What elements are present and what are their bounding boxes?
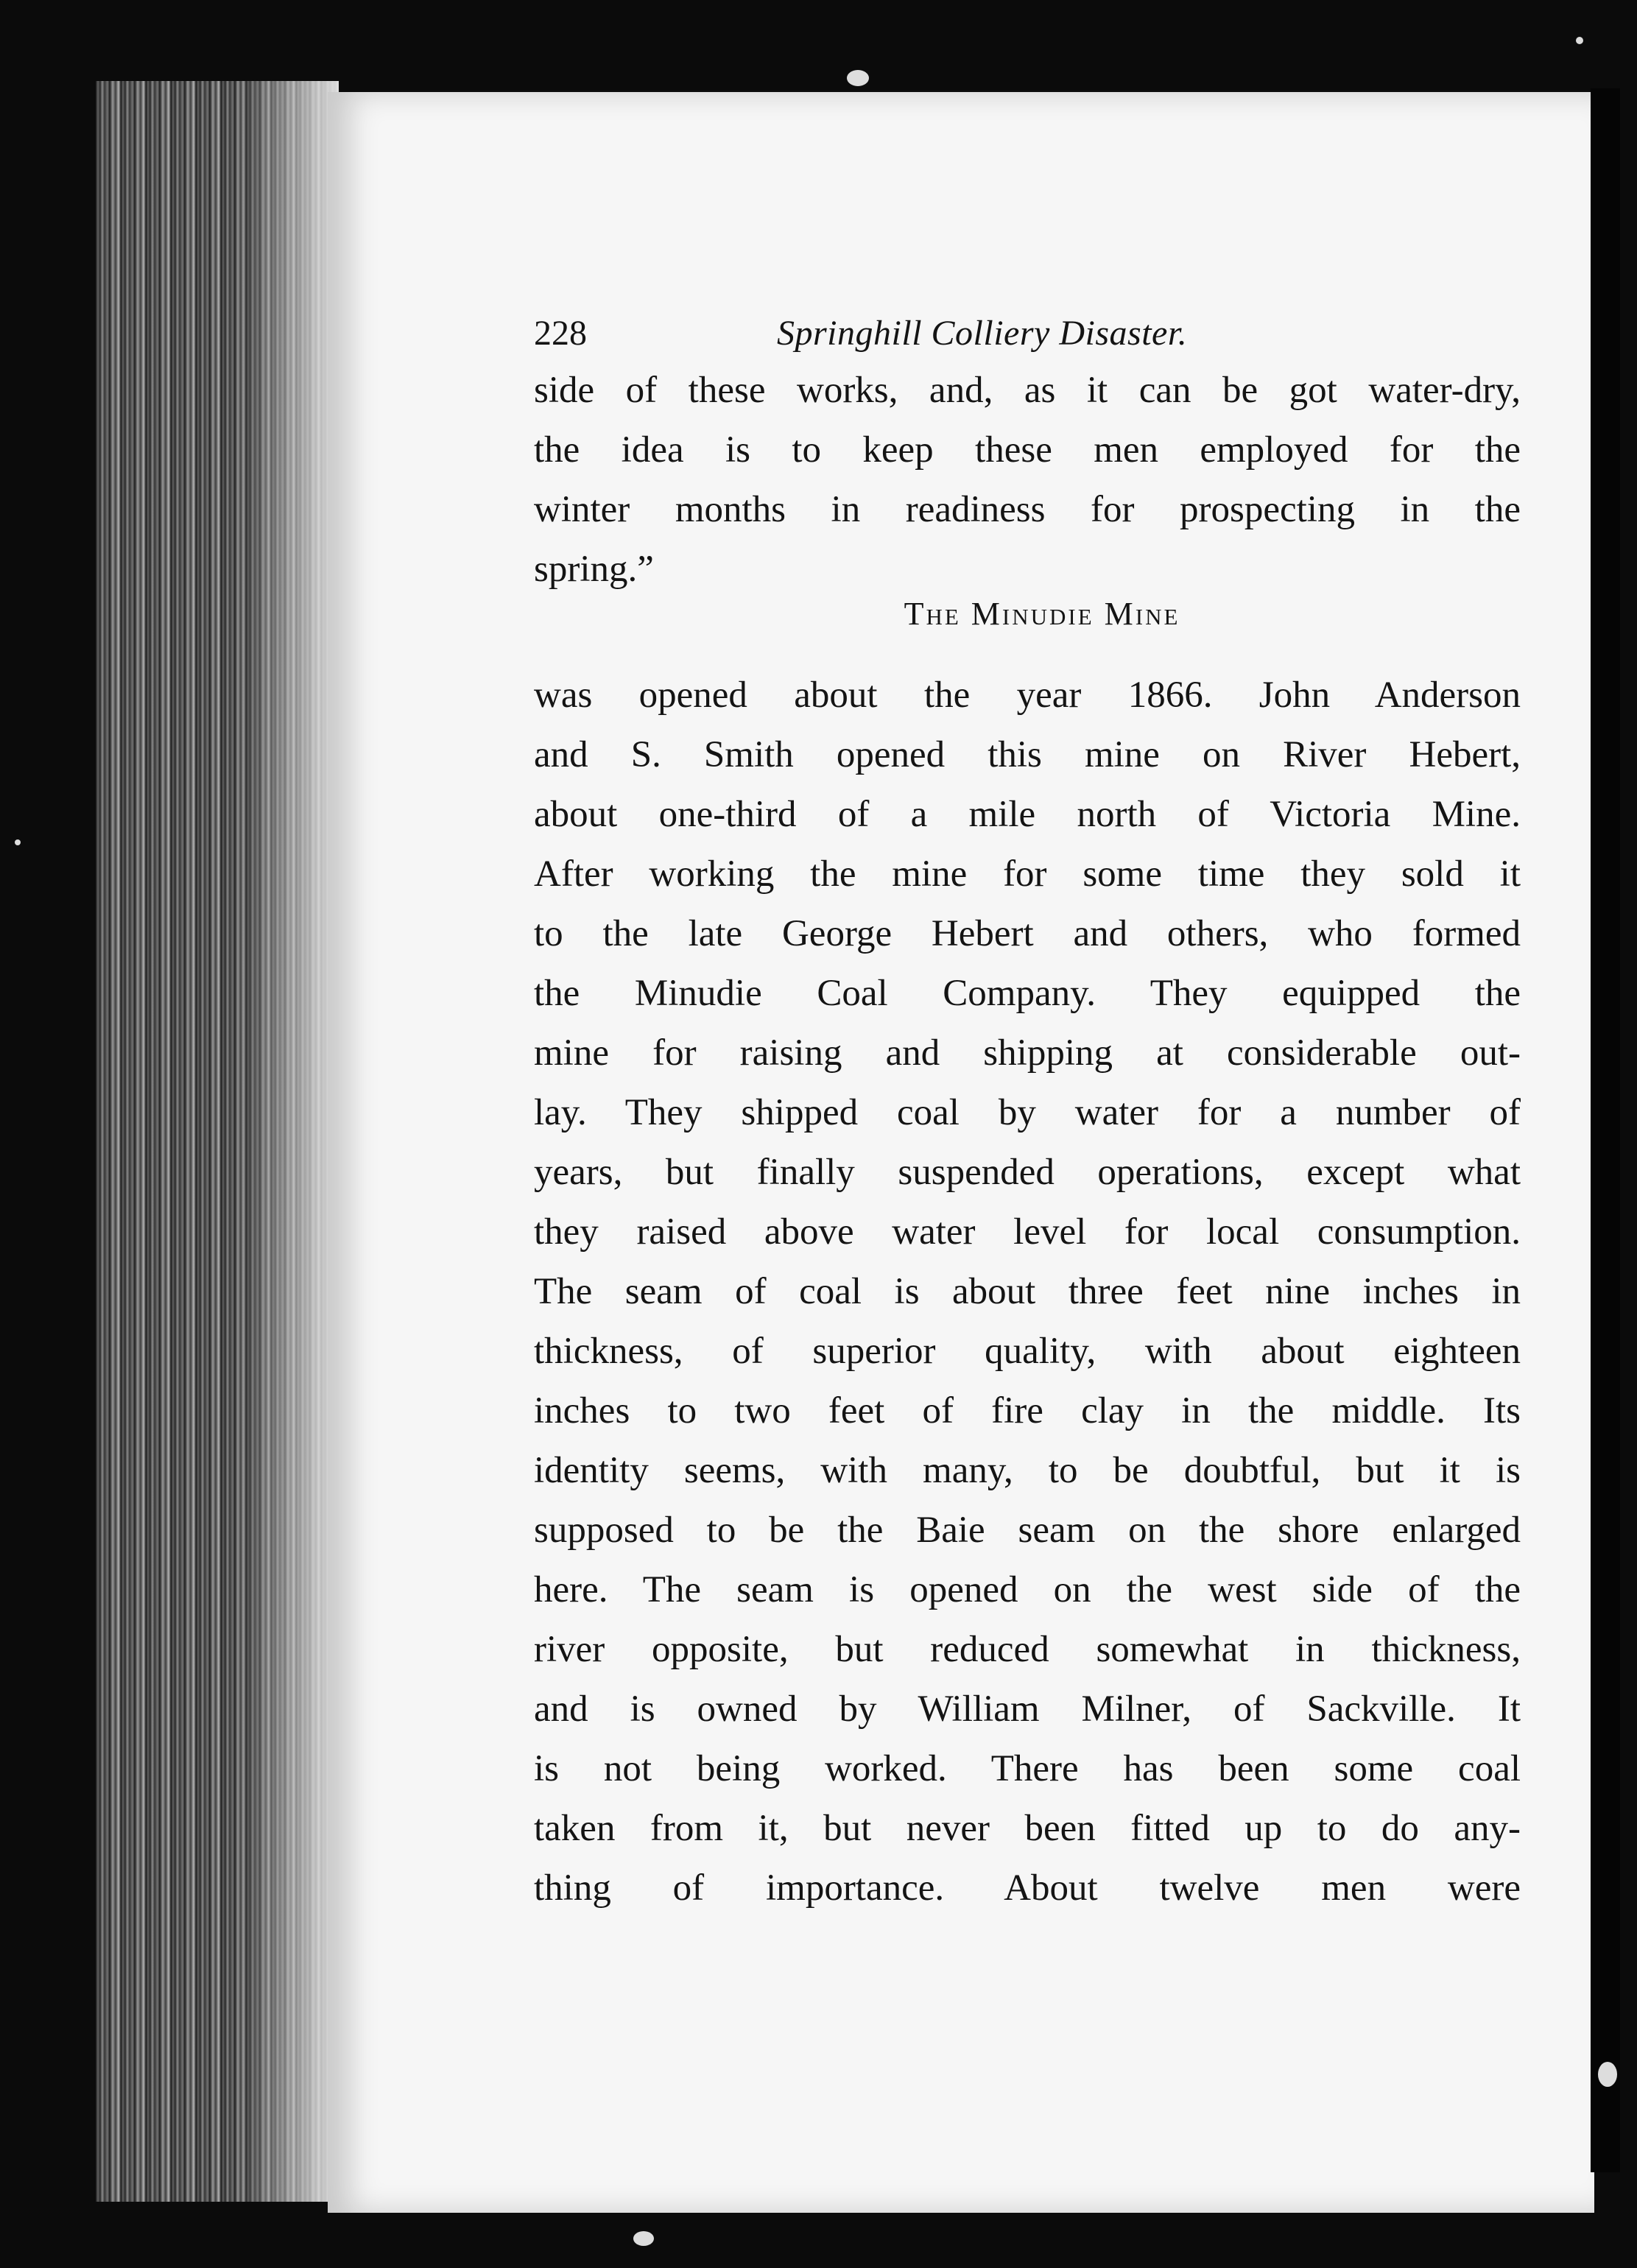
text-line: is not being worked. There has been some coal [534,1748,1521,1789]
paragraph-minudie-mine [534,666,1521,1918]
text-line: and S. Smith opened this mine on River Hebert, [534,734,1521,775]
dust-speck [1576,37,1583,44]
text-line: The seam of coal is about three feet nine inches in [534,1271,1521,1312]
text-line: here. The seam is opened on the west side of the [534,1569,1521,1610]
page-text [534,302,1521,1918]
paragraph-continued [534,361,1521,599]
text-line: river opposite, but reduced somewhat in thickness, [534,1629,1521,1670]
text-line: identity seems, with many, to be doubtful, but it is [534,1450,1521,1491]
running-head [534,302,1521,361]
text-line: to the late George Hebert and others, who formed [534,913,1521,954]
text-line: thickness, of superior quality, with about eighteen [534,1331,1521,1372]
dust-speck [1598,2062,1617,2087]
running-title: Springhill Colliery Disaster. [777,314,1188,353]
text-line: about one-third of a mile north of Victoria Mine. [534,794,1521,835]
text-line: mine for raising and shipping at considerable out- [534,1032,1521,1074]
page-number: 228 [534,314,587,353]
text-line: years, but finally suspended operations, except what [534,1152,1521,1193]
text-line: inches to two feet of fire clay in the middle. Its [534,1390,1521,1431]
dust-speck [847,70,869,86]
text-line: After working the mine for some time they sold it [534,853,1521,895]
text-line: lay. They shipped coal by water for a number of [534,1092,1521,1133]
text-line: the Minudie Coal Company. They equipped the [534,973,1521,1014]
text-line: supposed to be the Baie seam on the shore enlarged [534,1510,1521,1551]
text-line: and is owned by William Milner, of Sackville. It [534,1688,1521,1730]
section-heading: The Minudie Mine [904,596,1180,632]
text-line: spring.” [534,549,654,590]
dust-speck [15,839,21,845]
text-line: side of these works, and, as it can be got water-dry, [534,370,1521,411]
text-line: they raised above water level for local consumption. [534,1211,1521,1253]
text-line: the idea is to keep these men employed for the [534,429,1521,471]
text-line: winter months in readiness for prospecting in the [534,489,1521,530]
text-line: thing of importance. About twelve men were [534,1867,1521,1909]
dust-speck [633,2231,654,2246]
text-line: taken from it, but never been fitted up to do any- [534,1808,1521,1849]
page-right-border [1591,88,1620,2172]
text-line: was opened about the year 1866. John Anderson [534,675,1521,716]
page-gutter-shadow [243,81,339,2202]
